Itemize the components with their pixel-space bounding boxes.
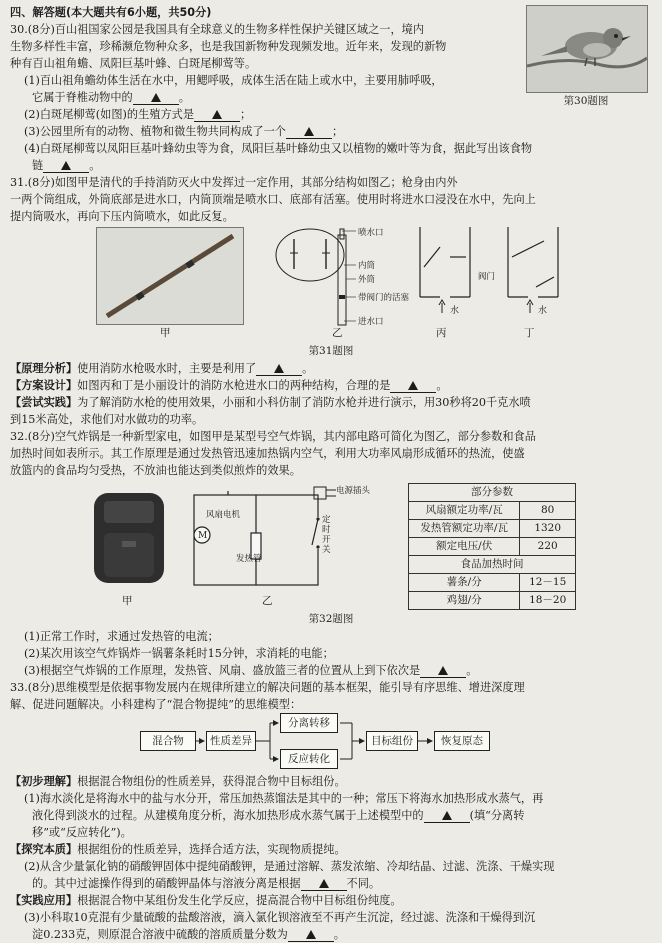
spec-table: [408, 483, 576, 610]
label-neitong: 内筒: [358, 261, 376, 271]
circuit-fan-label: 风扇电机: [206, 510, 241, 520]
q33-p2: 根据组份的性质差异，选择合适方法，实现物质提纯。: [77, 843, 346, 856]
table-cell: 额定电压/伏: [409, 538, 520, 556]
q31-p1: 使用消防水枪吸水时，主要是利用了: [77, 362, 257, 375]
table-row: [409, 592, 576, 610]
q32-figure-caption: 第32题图: [308, 613, 354, 625]
flow-box-restore: 恢复原态: [434, 731, 490, 751]
label-shui-2: 水: [538, 306, 548, 316]
circuit-label-yi: 乙: [262, 595, 273, 607]
flow-box-mix: 混合物: [140, 731, 196, 751]
answer-blank[interactable]: [194, 109, 240, 122]
q31-p1-row: 【原理分析】使用消防水枪吸水时，主要是利用了 。: [10, 362, 314, 375]
q30-sub2: (2)白斑尾柳莺(如图)的生殖方式是: [24, 108, 195, 121]
triangle-icon: [304, 127, 314, 136]
flow-diagram: [10, 713, 652, 769]
question-30: [10, 21, 652, 174]
table-cell: 80: [520, 502, 576, 520]
fig-label-jia: 甲: [160, 327, 171, 339]
table-cell: 12－15: [520, 574, 576, 592]
circuit-heater-label: 发热管: [236, 554, 262, 564]
q32-sub3-row: (3)根据空气炸锅的工作原理，发热管、风扇、盛放篮三者的位置从上到下依次是 。: [24, 664, 478, 677]
q33-line-1: 33.(8分)思维模型是依据事物发展内在规律所建立的解决问题的基本框架，能引导有序思维、增进深度理: [10, 681, 525, 694]
q33-line-2: 解、促进问题解决。小科建构了“混合物提纯”的思维模型：: [10, 698, 302, 711]
table-cell: 鸡翅/分: [409, 592, 520, 610]
q32-line-3: 放篮内的食品均匀受热，不放油也能达到类似煎炸的效果。: [10, 464, 301, 477]
q33-p3s1a: (3)小科取10克混有少量硫酸的盐酸溶液，滴入氯化钡溶液至不再产生沉淀，经过滤、洗涤和干燥得到沉: [24, 911, 536, 924]
table-row: [409, 502, 576, 520]
plug-icon: [312, 483, 342, 503]
q33-p2s1b: 的。其中过滤操作得到的硝酸钾晶体与溶液分离是根据: [32, 877, 301, 890]
q30-sub2-row: (2)白斑尾柳莺(如图)的生殖方式是 ；: [24, 108, 252, 121]
q31-p2-row: 【方案设计】如图丙和丁是小丽设计的消防水枪进水口的两种结构，合理的是 。: [10, 379, 448, 392]
label-penshuikou: 喷水口: [358, 228, 384, 238]
fig-label-yi: 乙: [332, 327, 343, 339]
q30-sub1b: 它属于脊椎动物中的: [32, 91, 133, 104]
inlet-design-bing: [410, 227, 480, 323]
label-jinshuikou: 进水口: [358, 317, 384, 327]
table-cell: 薯条/分: [409, 574, 520, 592]
table-cell: 风扇额定功率/瓦: [409, 502, 520, 520]
q31-line-3: 提内筒吸水，再向下压内筒喷水，如此反复。: [10, 210, 234, 223]
label-huosai: 带阀门的活塞: [358, 293, 410, 303]
q33-p1-tag: 【初步理解】: [10, 775, 78, 788]
q31-figure: [10, 225, 652, 343]
q30-sub4b-row: 链 。: [32, 159, 101, 172]
q33-p3: 根据混合物中某组份发生化学反应，提高混合物中目标组份纯度。: [77, 894, 402, 907]
q33-p2s1a: (2)从含少量氯化钠的硝酸钾固体中提纯硝酸钾，是通过溶解、蒸发浓缩、冷却结晶、过滤、洗涤、干燥实现: [24, 860, 555, 873]
q32-line-2: 加热时间如表所示。其工作原理是通过发热管迅速加热锅内空气，利用大功率风扇形成循环的热流，使盛: [10, 447, 525, 460]
triangle-icon: [151, 93, 161, 102]
q31-p1-tag: 【原理分析】: [10, 362, 78, 375]
q31-p2: 如图丙和丁是小丽设计的消防水枪进水口的两种结构，合理的是: [77, 379, 391, 392]
table-row: [409, 538, 576, 556]
answer-blank[interactable]: [256, 363, 302, 376]
table-cell: 220: [520, 538, 576, 556]
q30-line-2: 生物多样性丰富，珍稀濒危物种众多，也是我国新物种发现频发地。近年来，发现的新物: [10, 40, 447, 53]
triangle-icon: [61, 161, 71, 170]
answer-blank[interactable]: [390, 380, 436, 393]
triangle-icon: [319, 879, 329, 888]
q31-p3a: 为了解消防水枪的使用效果，小丽和小科仿制了消防水枪并进行演示，用30秒将20千克水喷: [77, 396, 531, 409]
flow-box-sep: 分离转移: [280, 713, 338, 733]
table-cell: 18－20: [520, 592, 576, 610]
circuit-plug-label: 电源插头: [336, 486, 371, 496]
table-cell: 1320: [520, 520, 576, 538]
triangle-icon: [442, 811, 452, 820]
q33-p1s1b: 液化得到淡水的过程。从建模角度分析，海水加热形成水蒸气属于上述模型中的: [32, 809, 424, 822]
fig-label-ding: 丁: [524, 327, 535, 339]
q31-line-1: 31.(8分)如图甲是清代的手持消防灭火中发挥过一定作用，其部分结构如图乙；枪身由内外: [10, 176, 458, 189]
q33-p3s1b: 淀0.233克，则原混合溶液中硫酸的溶质质量分数为: [32, 928, 288, 941]
q32-line-1: 32.(8分)空气炸锅是一种新型家电，如图甲是某型号空气炸锅，其内部电路可简化为图乙，部分参数和食品: [10, 430, 536, 443]
label-shui-1: 水: [450, 306, 460, 316]
inlet-design-ding: [498, 227, 568, 323]
triangle-icon: [408, 381, 418, 390]
answer-blank[interactable]: [43, 160, 89, 173]
circuit-timer-label: 定时开关: [322, 515, 331, 555]
q30-sub4b: 链: [32, 159, 44, 172]
flow-box-target: 目标组份: [366, 731, 418, 751]
q30-sub1a: (1)百山祖角蟾幼体生活在水中，用鳃呼吸，成体生活在陆上或水中，主要用肺呼吸，: [24, 74, 443, 87]
q31-p3-row: [10, 394, 652, 411]
q33-p2s1c: 不同。: [346, 877, 381, 890]
table-cell: 发热管额定功率/瓦: [409, 520, 520, 538]
q31-line-2: 一两个筒组成，外筒底部是进水口，内筒顶端是喷水口、底部有活塞。使用时将进水口浸没在水中，先向上: [10, 193, 536, 206]
section-header: 四、解答题(本大题共有6小题，共50分): [10, 6, 212, 19]
q31-figure-caption: 第31题图: [308, 345, 354, 357]
table-row: [409, 574, 576, 592]
q33-p3-row: [10, 892, 652, 909]
answer-blank[interactable]: [424, 810, 470, 823]
q33-p1-row: [10, 773, 652, 790]
flow-box-react: 反应转化: [280, 749, 338, 769]
q33-p1s1b-row: [10, 807, 652, 824]
answer-blank[interactable]: [288, 929, 334, 942]
question-33: [10, 679, 652, 943]
q30-sub3-row: (3)公园里所有的动物、植物和微生物共同构成了一个 ；: [24, 125, 344, 138]
circuit-motor: M: [198, 531, 208, 541]
q32-sub1: (1)正常工作时，求通过发热管的电流；: [24, 630, 219, 643]
label-waitong: 外筒: [358, 275, 376, 285]
triangle-icon: [274, 364, 284, 373]
q33-p1s1c: (填“分离转: [469, 809, 525, 822]
q33-p2-tag: 【探究本质】: [10, 843, 78, 856]
table-header-params: 部分参数: [409, 484, 576, 502]
q30-line-1: 30.(8分)百山祖国家公园是我国具有全球意义的生物多样性保护关键区域之一，境内: [10, 23, 425, 36]
label-famen: 阀门: [478, 272, 496, 282]
q31-p2-tag: 【方案设计】: [10, 379, 78, 392]
q30-sub4a: (4)白斑尾柳莺以凤阳巨基叶蜂幼虫等为食，凤阳巨基叶蜂幼虫又以植物的嫩叶等为食，据此写出该食物: [24, 142, 533, 155]
q30-line-3: 种有百山祖角蟾、凤阳巨基叶蜂、白斑尾柳莺等。: [10, 57, 257, 70]
water-gun-photo: [96, 227, 244, 325]
bird-photo: [526, 5, 648, 93]
warbler-illustration: [527, 6, 647, 92]
air-fryer-photo: [90, 489, 170, 589]
question-31: [10, 174, 652, 428]
q33-p1s1a: (1)海水淡化是将海水中的盐与水分开，常压加热蒸馏法是其中的一种；常压下将海水加热形成水蒸气，再: [24, 792, 544, 805]
q33-p3s1b-row: 淀0.233克，则原混合溶液中硫酸的溶质质量分数为 。: [32, 928, 345, 941]
table-header-time: 食品加热时间: [409, 556, 576, 574]
q33-p2s1b-row: [10, 875, 652, 892]
fig-label-bing: 丙: [436, 327, 447, 339]
answer-blank[interactable]: [133, 92, 179, 105]
flow-box-diff: 性质差异: [206, 731, 256, 751]
q32-sub2: (2)某次用该空气炸锅炸一锅薯条耗时15分钟，求消耗的电能；: [24, 647, 334, 660]
fryer-label-jia: 甲: [122, 595, 133, 607]
triangle-icon: [212, 110, 222, 119]
q30-figure-caption: 第30题图: [563, 95, 609, 107]
q31-p3-tag: 【尝试实践】: [10, 396, 78, 409]
q32-figure: [10, 479, 652, 611]
q33-p1s1d: 移”或“反应转化”)。: [32, 826, 132, 839]
q33-p3-tag: 【实践应用】: [10, 894, 78, 907]
answer-blank[interactable]: [301, 878, 347, 891]
triangle-icon: [306, 930, 316, 939]
q32-sub3: (3)根据空气炸锅的工作原理，发热管、风扇、盛放篮三者的位置从上到下依次是: [24, 664, 421, 677]
answer-blank[interactable]: [420, 665, 466, 678]
triangle-icon: [438, 666, 448, 675]
answer-blank[interactable]: [286, 126, 332, 139]
q30-sub1b-row: 它属于脊椎动物中的 。: [32, 91, 190, 104]
q33-p2-row: [10, 841, 652, 858]
circuit-diagram: [188, 489, 338, 593]
table-row: [409, 520, 576, 538]
water-gun-illustration: [97, 228, 243, 324]
q33-p1: 根据混合物组份的性质差异，获得混合物中目标组份。: [77, 775, 346, 788]
q31-p3b: 到15米高处，求他们对水做功的功率。: [10, 413, 204, 426]
question-32: [10, 428, 652, 679]
q30-sub3: (3)公园里所有的动物、植物和微生物共同构成了一个: [24, 125, 286, 138]
